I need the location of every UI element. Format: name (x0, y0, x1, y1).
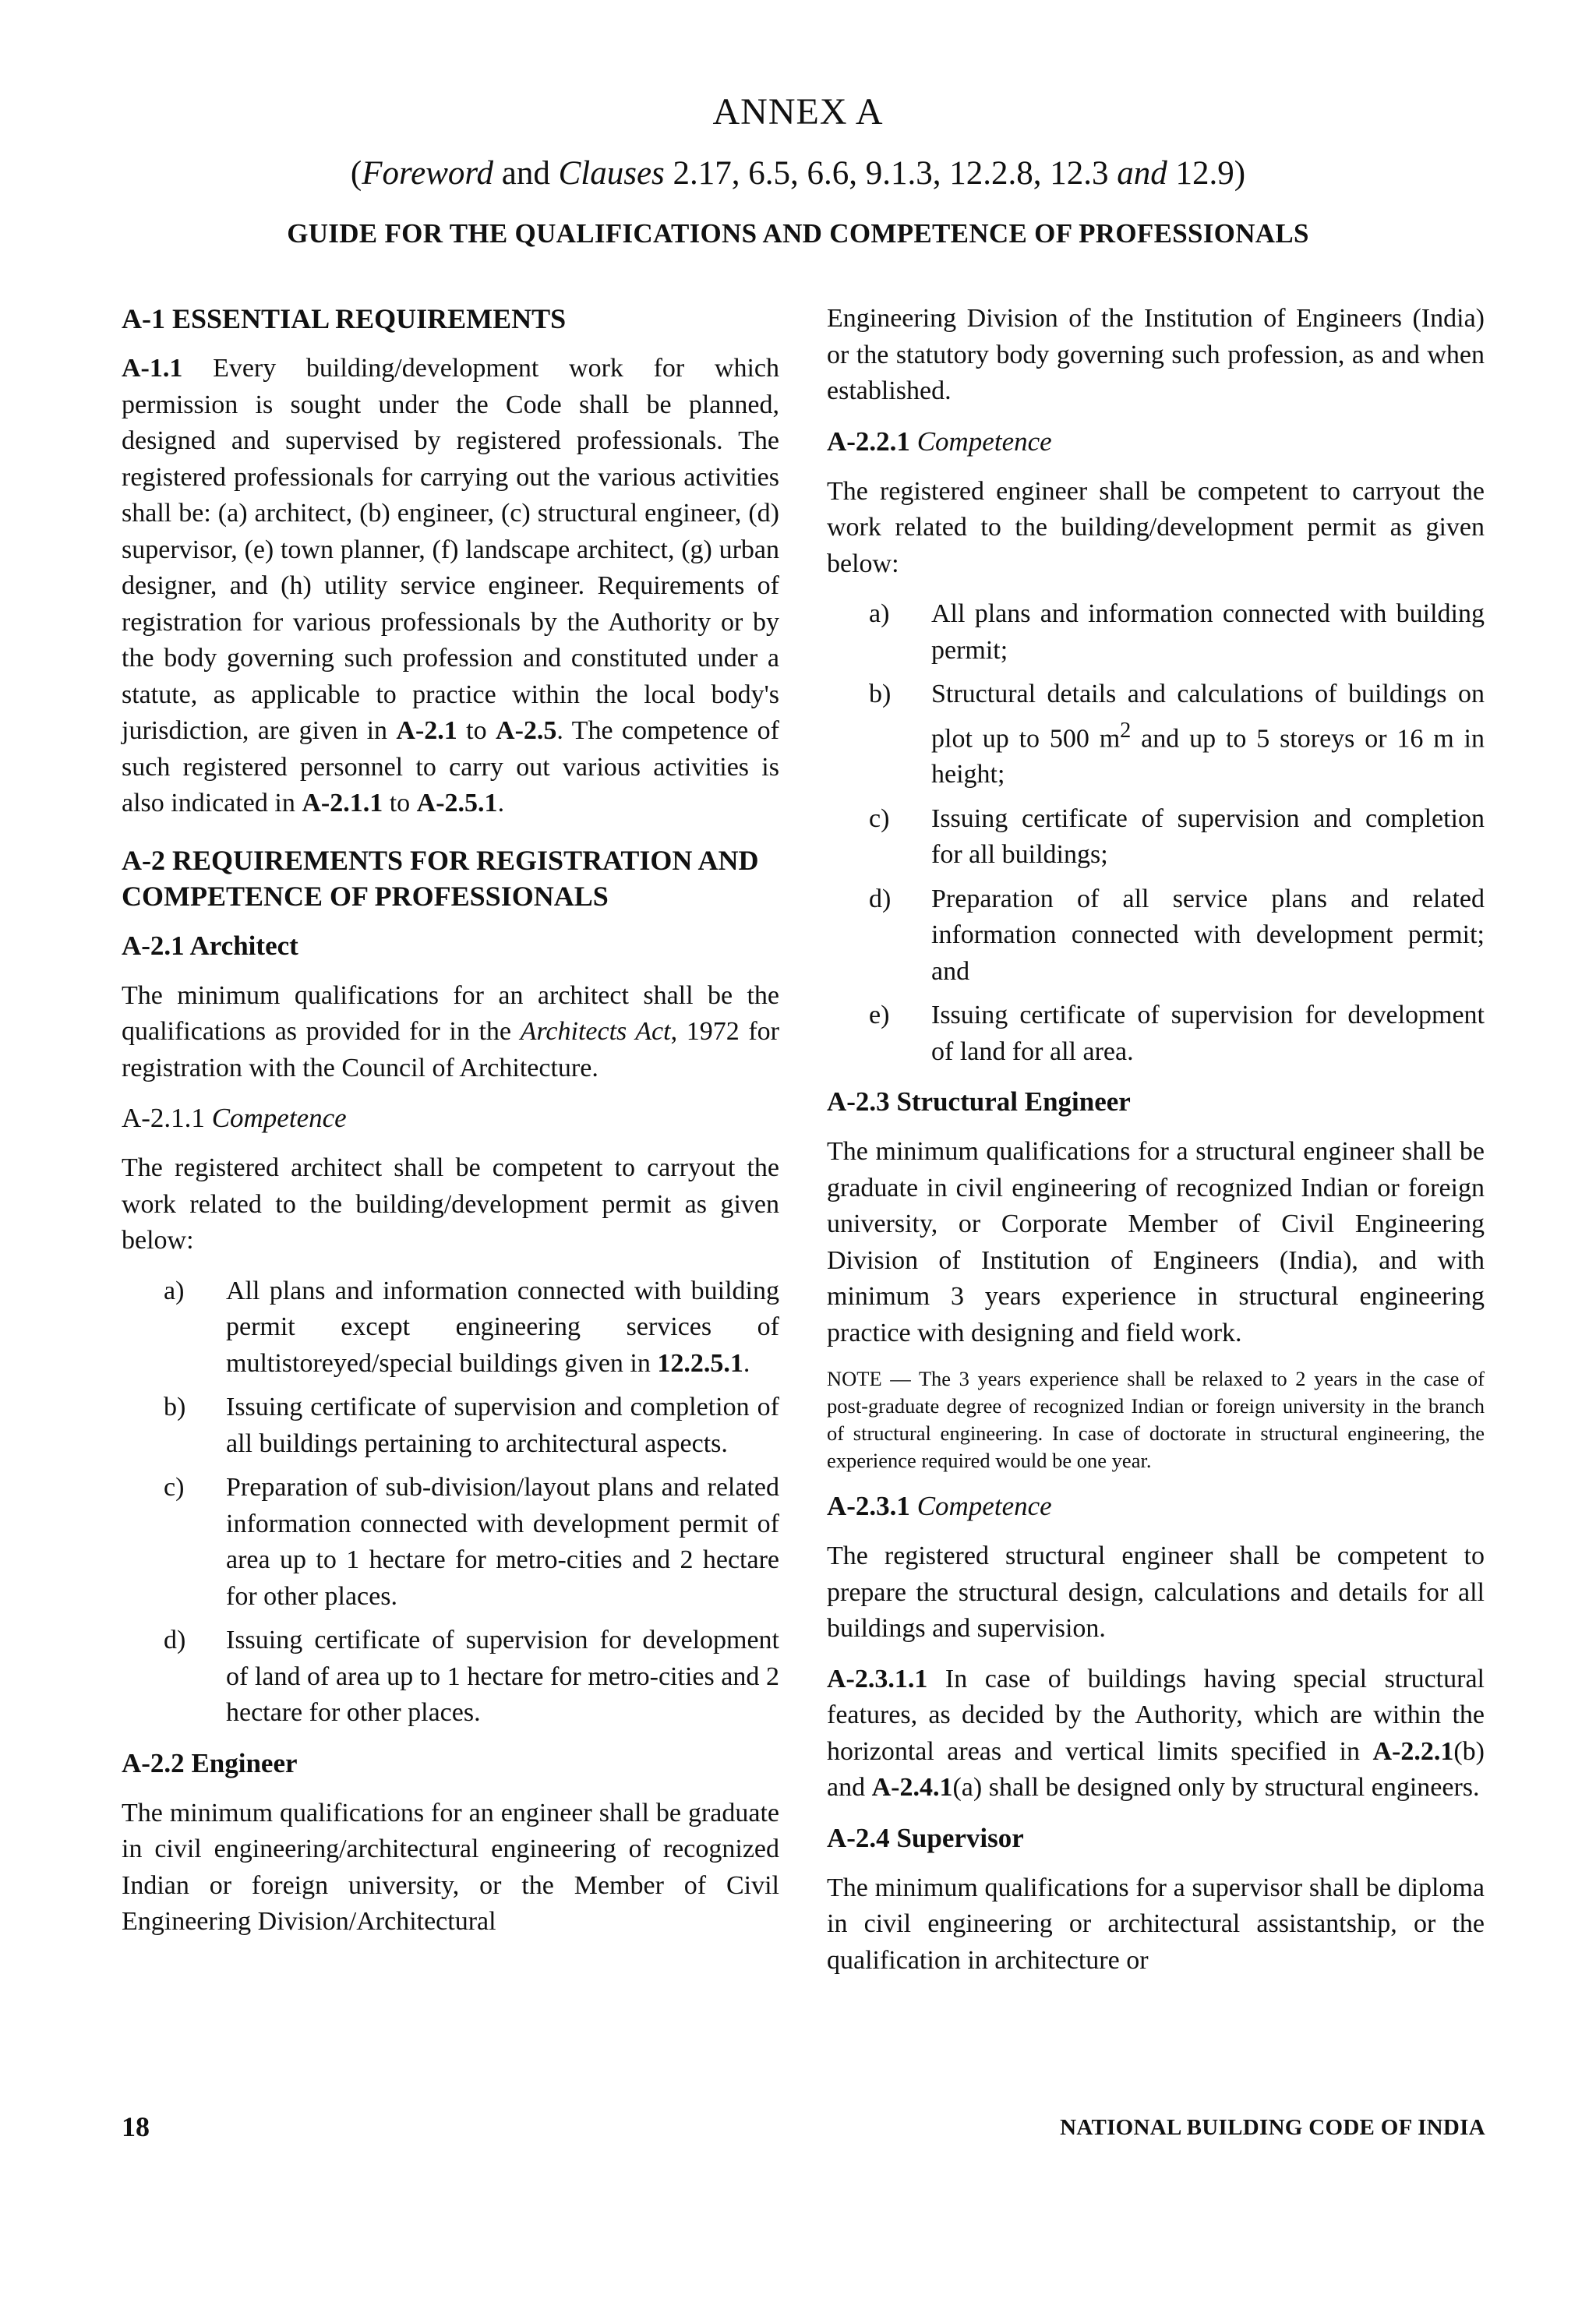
list-item: a) All plans and information connected with building permit; (869, 599, 1485, 665)
right-column (827, 301, 1485, 1993)
page-number: 18 (122, 2111, 150, 2142)
clause-heading-a2-3-1: A-2.3.1 Competence (827, 1491, 1052, 1522)
paragraph-a2-1: The minimum qualifications for an architect shall be the qualifications as provided for in the Architects Act, 1972 for registration with the Council of Architecture. (122, 980, 779, 1082)
clause-heading-a2-2-1: A-2.2.1 Competence (827, 426, 1052, 457)
engineer-competence-list (827, 596, 1485, 1070)
paragraph-a2-2-1: The registered engineer shall be competent to carryout the work related to the building/development permit as given below: (827, 476, 1485, 578)
clause-heading-a2-1: A-2.1 Architect (122, 930, 298, 961)
paragraph-a2-2-continued: Engineering Division of the Institution of Engineers (India) or the statutory body governing such profession, as and when established. (827, 304, 1485, 405)
architect-competence-list (122, 1273, 779, 1732)
left-column (122, 301, 779, 1955)
paragraph-a2-3-1: The registered structural engineer shall be competent to prepare the structural design, calculations and details for all buildings and supervision. (827, 1541, 1485, 1644)
list-item: b) Structural details and calculations of buildings on plot up to 500 $m^2$ and up to 5 storeys or 16 m in height; (869, 680, 1485, 789)
paragraph-a1-1: A-1.1 Every building/development work for which permission is sought under the Code shall be planned, designed and supervised by registered professionals. The registered professionals for carrying out the various activities shall be: (a) architect, (b) engineer, (c) structural engineer, (d) supervisor, (e) town planner, (f) landscape architect, (g) urban designer, and (h) utility service engineer. Requirements of registration for various professionals by the Authority or by the body governing such profession and constituted under a statute, as applicable to practice within the local body's jurisdiction, are given in A-2.1 to A-2.5. The competence of such registered personnel to carry out various activities is also indicated in A-2.1.1 to A-2.5.1. (122, 354, 779, 817)
clause-heading-a2-1-1: A-2.1.1 Competence (122, 1103, 347, 1133)
annex-title: ANNEX A (712, 91, 884, 132)
list-item: c) Issuing certificate of supervision and completion for all buildings; (869, 803, 1485, 870)
list-item: d) Issuing certificate of supervision for development of land of area up to 1 hectare for metro-cities and 2 hectare for other places. (164, 1626, 779, 1727)
paragraph-a2-3-1-1: A-2.3.1.1 In case of buildings having special structural features, as decided by the Authority, which are within the horizontal areas and vertical limits specified in A-2.2.1(b) and A-2.4.1(a) shall be designed only by structural engineers. (827, 1664, 1485, 1803)
section-heading-a1: A-1 ESSENTIAL REQUIREMENTS (122, 303, 567, 334)
section-heading-a2: A-2 REQUIREMENTS FOR REGISTRATION AND COMPETENCE OF PROFESSIONALS (122, 844, 759, 912)
note: NOTE — The 3 years experience shall be relaxed to 2 years in the case of post-graduate degree of recognized Indian or foreign university in the branch of structural engineering. In case of doctorate in structural engineering, the experience required would be one year. (827, 1367, 1485, 1473)
list-item: b) Issuing certificate of supervision and completion of all buildings pertaining to architectural aspects. (164, 1393, 779, 1458)
publication-title: NATIONAL BUILDING CODE OF INDIA (1060, 2115, 1485, 2140)
annex-guide-heading: GUIDE FOR THE QUALIFICATIONS AND COMPETENCE OF PROFESSIONALS (287, 218, 1309, 249)
list-item: d) Preparation of all service plans and related information connected with development permit; and (869, 884, 1485, 986)
clause-heading-a2-4: A-2.4 Supervisor (827, 1822, 1024, 1853)
paragraph-a2-2: The minimum qualifications for an engineer shall be graduate in civil engineering/architectural engineering of recognized Indian or foreign university, or the Member of Civil Engineering Division/Architectural (122, 1798, 779, 1936)
clause-heading-a2-2: A-2.2 Engineer (122, 1747, 298, 1778)
paragraph-a2-4: The minimum qualifications for a supervisor shall be diploma in civil engineering or architectural assistantship, or the qualification in architecture or (827, 1873, 1485, 1975)
list-item: e) Issuing certificate of supervision for development of land for all area. (869, 1001, 1485, 1066)
paragraph-a2-3: The minimum qualifications for a structural engineer shall be graduate in civil engineering of recognized Indian or foreign university, or Corporate Member of Civil Engineering Division of Institution of Engineers (India), and with minimum 3 years experience in structural engineering practice with designing and field work. (827, 1137, 1485, 1347)
list-item: a) All plans and information connected with building permit except engineering services of multistoreyed/special buildings given in 12.2.5.1. (164, 1276, 779, 1378)
clause-heading-a2-3: A-2.3 Structural Engineer (827, 1086, 1131, 1118)
paragraph-a2-1-1: The registered architect shall be competent to carryout the work related to the building/development permit as given below: (122, 1153, 779, 1255)
annex-subtitle: (Foreword and Clauses 2.17, 6.5, 6.6, 9.1.3, 12.2.8, 12.3 and 12.9) (350, 155, 1246, 192)
list-item: c) Preparation of sub-division/layout plans and related information connected with development permit of area up to 1 hectare for metro-cities and 2 hectare for other places. (164, 1473, 779, 1611)
